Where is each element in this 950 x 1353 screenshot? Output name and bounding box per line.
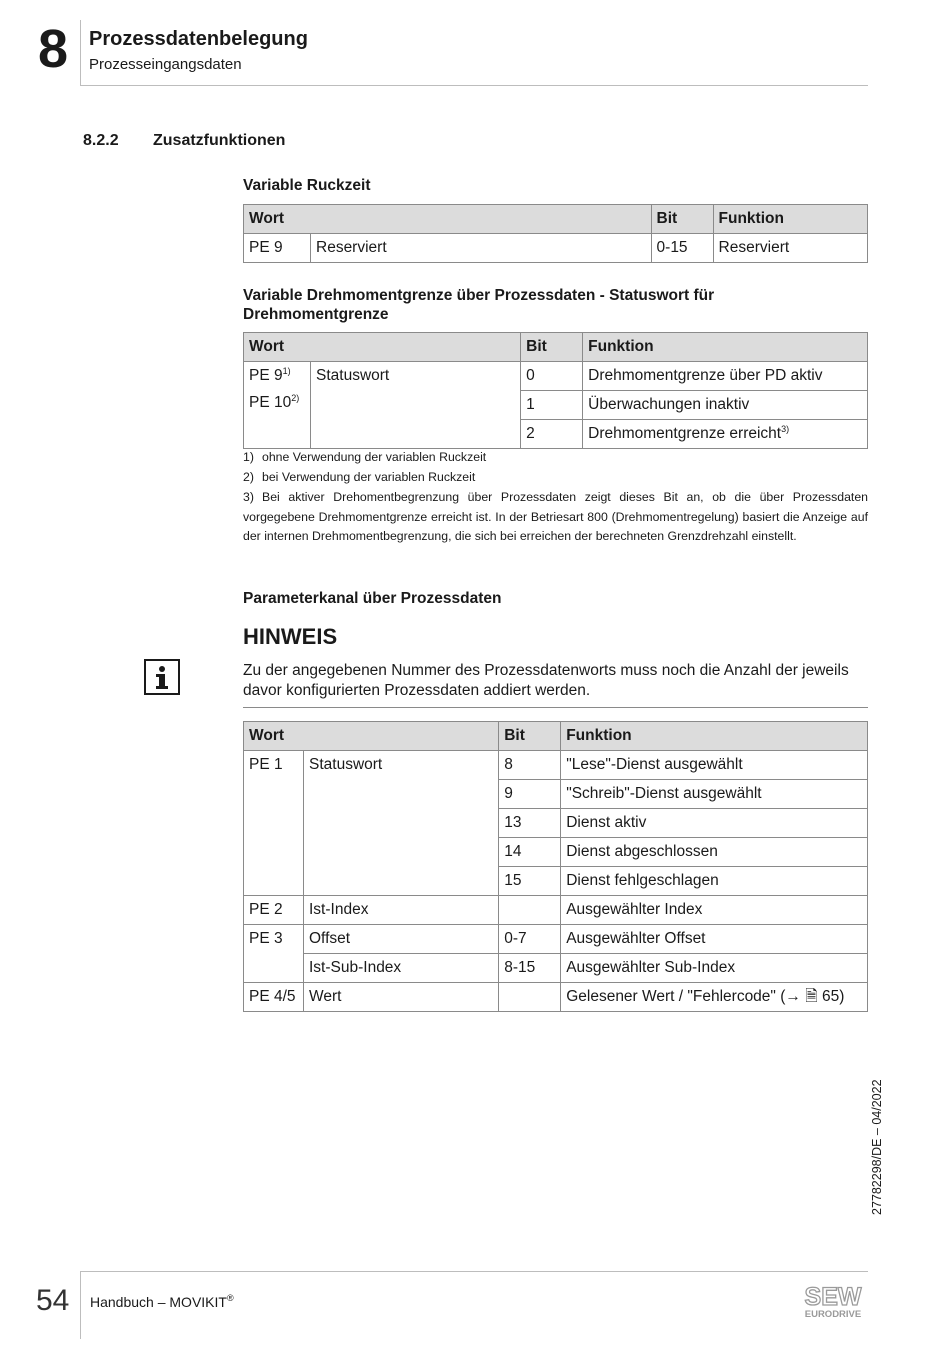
table-row — [244, 925, 868, 954]
cell-label: Offset — [304, 925, 499, 954]
sew-eurodrive-logo — [797, 1283, 869, 1323]
footnote-1 — [243, 448, 868, 468]
cell-wort: PE 1 — [244, 751, 304, 896]
cell-label: Statuswort — [304, 751, 499, 896]
column-header-bit: Bit — [521, 333, 583, 362]
footnote-3 — [243, 488, 868, 547]
footnote-ref-1: 1) — [282, 366, 291, 376]
cell-bit: 2 — [521, 420, 583, 449]
header-divider-horizontal — [80, 85, 868, 86]
drehmoment-heading: Variable Drehmomentgrenze über Prozessdaten - Statuswort für Drehmomentgrenze — [243, 287, 715, 323]
cell-bit — [499, 983, 561, 1012]
footnote-ref-2: 2) — [291, 393, 300, 403]
page-number: 54 — [36, 1284, 70, 1317]
cell-bit: 8 — [499, 751, 561, 780]
logo-text-eurodrive: EURODRIVE — [804, 1309, 862, 1320]
cell-funktion: Drehmomentgrenze über PD aktiv — [583, 362, 868, 391]
cell-funktion: Ausgewählter Index — [561, 896, 868, 925]
column-header-bit: Bit — [499, 722, 561, 751]
footnote-text: ohne Verwendung der variablen Ruckzeit — [262, 450, 487, 464]
cell-funktion: Überwachungen inaktiv — [583, 391, 868, 420]
cell-label: Statuswort — [311, 362, 521, 449]
info-icon — [144, 659, 180, 695]
chapter-number: 8 — [38, 19, 69, 79]
table-row — [244, 362, 868, 391]
funktion-text: Drehmomentgrenze erreicht — [588, 425, 782, 442]
table-row — [244, 983, 868, 1012]
column-header-funktion: Funktion — [583, 333, 868, 362]
cell-funktion: Gelesener Wert / "Fehlercode" (→ 🗎 65) — [561, 983, 868, 1012]
cell-bit: 0-15 — [651, 234, 713, 263]
parameterkanal-table — [243, 721, 868, 1012]
header-divider-vertical — [80, 20, 81, 86]
cell-bit: 8-15 — [499, 954, 561, 983]
cell-label: Ist-Index — [304, 896, 499, 925]
cell-funktion: Dienst aktiv — [561, 809, 868, 838]
footer-divider-horizontal — [80, 1271, 868, 1272]
ruckzeit-table — [243, 204, 868, 263]
ruckzeit-heading: Variable Ruckzeit — [243, 177, 371, 194]
footnote-text: Bei aktiver Drehomentbegrenzung über Prozessdaten zeigt dieses Bit an, ob die über Prozessdaten vorgegebene Drehmomentgrenze erreicht ist. In der Betriesart 800 (Drehmomentregelung) basiert die Anzeige auf der internen Drehmomentbegrenzung, die sich bei erreichen der berechneten Grenzdrehzahl einstellt. — [243, 490, 868, 543]
manual-name: Handbuch – MOVIKIT — [90, 1294, 227, 1310]
cell-wort: PE 3 — [244, 925, 304, 983]
table-row — [244, 954, 868, 983]
cell-bit: 0 — [521, 362, 583, 391]
footnote-2 — [243, 468, 868, 488]
cell-funktion: Ausgewählter Offset — [561, 925, 868, 954]
footnote-text: bei Verwendung der variablen Ruckzeit — [262, 470, 476, 484]
cell-funktion — [583, 420, 868, 449]
cell-bit: 15 — [499, 867, 561, 896]
cell-funktion: "Schreib"-Dienst ausgewählt — [561, 780, 868, 809]
cell-funktion: Dienst abgeschlossen — [561, 838, 868, 867]
footnote-ref-3: 3) — [781, 424, 790, 434]
cell-funktion: Dienst fehlgeschlagen — [561, 867, 868, 896]
hint-divider — [243, 707, 868, 708]
chapter-title: Prozessdatenbelegung — [89, 28, 308, 50]
cell-bit — [499, 896, 561, 925]
cell-wort: PE 9 — [244, 234, 311, 263]
section-number: 8.2.2 — [83, 132, 119, 149]
column-header-funktion: Funktion — [561, 722, 868, 751]
cell-funktion: Ausgewählter Sub-Index — [561, 954, 868, 983]
logo-text-sew: SEW — [804, 1283, 862, 1311]
table-row — [244, 234, 868, 263]
word-pe9: PE 9 — [249, 367, 283, 384]
cell-bit: 9 — [499, 780, 561, 809]
parameterkanal-heading: Parameterkanal über Prozessdaten — [243, 590, 502, 607]
document-id: 27782298/DE – 04/2022 — [870, 1079, 884, 1215]
column-header-bit: Bit — [651, 205, 713, 234]
column-header-wort: Wort — [244, 333, 521, 362]
word-pe10: PE 10 — [249, 394, 292, 411]
cell-bit: 0-7 — [499, 925, 561, 954]
cell-label: Ist-Sub-Index — [304, 954, 499, 983]
column-header-funktion: Funktion — [713, 205, 867, 234]
cell-bit: 1 — [521, 391, 583, 420]
cell-funktion: Reserviert — [713, 234, 867, 263]
chapter-subtitle: Prozesseingangsdaten — [89, 56, 242, 73]
manual-title — [90, 1294, 234, 1310]
section-title: Zusatzfunktionen — [153, 132, 286, 149]
hint-title: HINWEIS — [243, 624, 338, 649]
table-header-row — [244, 333, 868, 362]
cell-bit: 13 — [499, 809, 561, 838]
cell-wort: PE 2 — [244, 896, 304, 925]
footnote-label: 2) — [243, 470, 254, 484]
footnote-label: 1) — [243, 450, 254, 464]
cell-wort: PE 4/5 — [244, 983, 304, 1012]
column-header-wort: Wort — [244, 722, 499, 751]
footer-divider-vertical — [80, 1271, 81, 1339]
table-row — [244, 896, 868, 925]
footnote-label: 3) — [243, 490, 254, 504]
cell-label: Wert — [304, 983, 499, 1012]
table-row — [244, 751, 868, 780]
drehmoment-table — [243, 332, 868, 449]
cell-funktion: "Lese"-Dienst ausgewählt — [561, 751, 868, 780]
column-header-wort: Wort — [244, 205, 652, 234]
table-header-row — [244, 205, 868, 234]
table-header-row — [244, 722, 868, 751]
hint-text: Zu der angegebenen Nummer des Prozessdatenworts muss noch die Anzahl der jeweils davor konfigurierten Prozessdaten addiert werden. — [243, 662, 849, 699]
registered-mark: ® — [226, 1293, 234, 1303]
cell-wort — [244, 362, 311, 449]
cell-label: Reserviert — [311, 234, 652, 263]
cell-bit: 14 — [499, 838, 561, 867]
